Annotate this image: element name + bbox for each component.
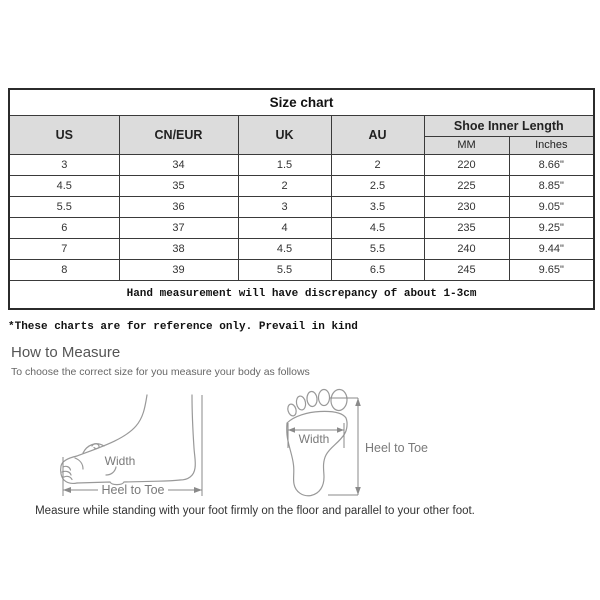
- size-cell: 35: [119, 175, 238, 196]
- how-to-measure-subheading: To choose the correct size for you measure your body as follows: [11, 366, 310, 378]
- heel-to-toe-measure-lines: [63, 395, 202, 496]
- size-cell: 4.5: [9, 175, 119, 196]
- size-cell: 2: [331, 154, 424, 175]
- col-header-au: AU: [331, 115, 424, 154]
- size-cell: 8.85": [509, 175, 594, 196]
- size-cell: 2.5: [331, 175, 424, 196]
- table-row: [9, 217, 594, 238]
- size-cell: 240: [424, 238, 509, 259]
- size-cell: 230: [424, 196, 509, 217]
- col-header-inches: Inches: [509, 136, 594, 154]
- size-cell: 4.5: [238, 238, 331, 259]
- foot-side-outline: [61, 395, 196, 485]
- size-cell: 37: [119, 217, 238, 238]
- size-cell: 34: [119, 154, 238, 175]
- size-cell: 9.65": [509, 259, 594, 280]
- size-cell: 9.05": [509, 196, 594, 217]
- table-row: [9, 175, 594, 196]
- size-cell: 9.44": [509, 238, 594, 259]
- size-cell: 6.5: [331, 259, 424, 280]
- size-cell: 2: [238, 175, 331, 196]
- table-row: [9, 196, 594, 217]
- col-header-shoe-inner-length: Shoe Inner Length: [424, 115, 594, 136]
- size-cell: 38: [119, 238, 238, 259]
- size-cell: 3: [9, 154, 119, 175]
- size-cell: 8.66": [509, 154, 594, 175]
- footprint-width-label: Width: [298, 432, 330, 446]
- size-cell: 1.5: [238, 154, 331, 175]
- footprint-measure-lines: [288, 398, 358, 495]
- size-cell: 3.5: [331, 196, 424, 217]
- table-title: Size chart: [9, 89, 594, 115]
- size-cell: 235: [424, 217, 509, 238]
- side-view-heel-to-toe-label: Heel to Toe: [101, 483, 165, 497]
- foot-side-view-diagram: [50, 388, 210, 503]
- size-cell: 39: [119, 259, 238, 280]
- size-cell: 3: [238, 196, 331, 217]
- size-cell: 36: [119, 196, 238, 217]
- col-header-cn-eur: CN/EUR: [119, 115, 238, 154]
- table-row: [9, 259, 594, 280]
- size-cell: 8: [9, 259, 119, 280]
- table-footnote: Hand measurement will have discrepancy of about 1-3cm: [9, 280, 594, 309]
- table-row: [9, 238, 594, 259]
- measure-caption: Measure while standing with your foot firmly on the floor and parallel to your other foot.: [35, 505, 475, 517]
- size-cell: 245: [424, 259, 509, 280]
- footprint-heel-to-toe-label: Heel to Toe: [365, 441, 429, 455]
- col-header-us: US: [9, 115, 119, 154]
- size-cell: 5.5: [9, 196, 119, 217]
- size-cell: 225: [424, 175, 509, 196]
- size-cell: 5.5: [331, 238, 424, 259]
- table-row: [9, 154, 594, 175]
- col-header-mm: MM: [424, 136, 509, 154]
- footprint-diagram: [280, 385, 435, 503]
- table-row: [9, 89, 594, 115]
- side-view-width-label: Width: [104, 454, 136, 468]
- size-cell: 220: [424, 154, 509, 175]
- table-row: [9, 115, 594, 136]
- size-cell: 9.25": [509, 217, 594, 238]
- table-row: [9, 280, 594, 309]
- col-header-uk: UK: [238, 115, 331, 154]
- size-chart-table: [8, 88, 595, 310]
- size-cell: 4: [238, 217, 331, 238]
- how-to-measure-heading: How to Measure: [11, 344, 121, 361]
- size-cell: 5.5: [238, 259, 331, 280]
- size-cell: 7: [9, 238, 119, 259]
- size-cell: 4.5: [331, 217, 424, 238]
- size-cell: 6: [9, 217, 119, 238]
- reference-note: *These charts are for reference only. Prevail in kind: [8, 321, 358, 333]
